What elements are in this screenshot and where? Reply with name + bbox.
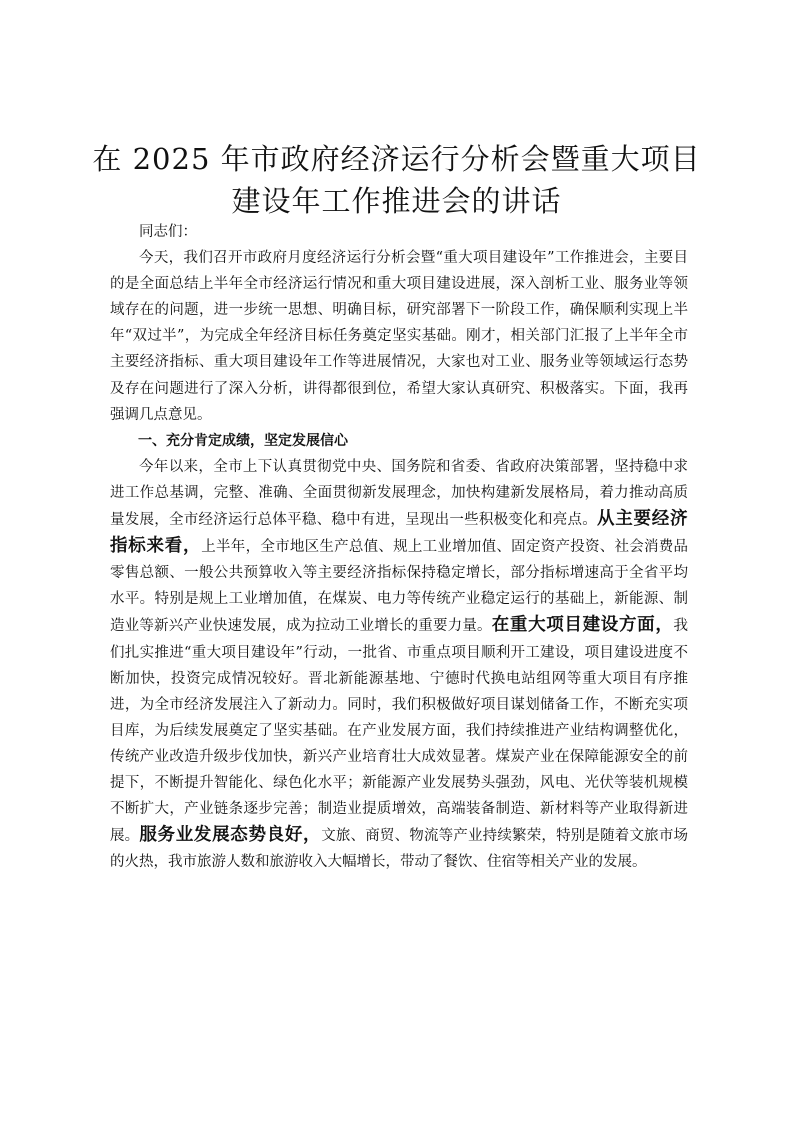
paragraph-text-end: 文旅、商贸、物流等产业持续繁荣，特别是随着文旅市场的火热，我市旅游人数和旅游收入大幅增长，带动了餐饮、住宿等相关产业的发展。 [110, 828, 689, 871]
paragraph-text-indicators: 上半年，全市地区生产总值、规上工业增加值、固定资产投资、社会消费品零售总额、一般公共预算收入等主要经济指标保持稳定增长，部分指标增速高于全省平均水平。特别是规上工业增加值，在煤炭、电力等传统产业稳定运行的基础上，新能源、制造业等新兴产业快速发展，成为拉动工业增长的重要力量。 [110, 539, 689, 635]
intro-paragraph: 今天，我们召开市政府月度经济运行分析会暨“重大项目建设年”工作推进会，主要目的是全面总结上半年全市经济运行情况和重大项目建设进展，深入剖析工业、服务业等领域存在的问题，进一步统一思想、明确目标，研究部署下一阶段工作，确保顺利实现上半年“双过半”，为完成全年经济目标任务奠定坚实基础。刚才，相关部门汇报了上半年全市主要经济指标、重大项目建设年工作等进展情况，大家也对工业、服务业等领域运行态势及存在问题进行了深入分析，讲得都很到位，希望大家认真研究、积极落实。下面，我再强调几点意见。 [110, 250, 688, 423]
emphasis-major-projects: 在重大项目建设方面， [491, 615, 674, 636]
paragraph-text-projects: 我们扎实推进“重大项目建设年”行动，一批省、市重点项目顺利开工建设，项目建设进度不断加快，投资完成情况较好。晋北新能源基地、宁德时代换电站组网等重大项目有序推进，为全市经济发展注入了新动力。同时，我们积极做好项目谋划储备工作，不断充实项目库，为后续发展奠定了坚实基础。在产业发展方面，我们持续推进产业结构调整优化，传统产业改造升级步伐加快，新兴产业培育壮大成效显著。煤炭产业在保障能源安全的前提下，不断提升智能化、绿色化水平；新能源产业发展势头强劲，风电、光伏等装机规模不断扩大，产业链条逐步完善；制造业提质增效，高端装备制造、新材料等产业取得新进展。 [110, 618, 689, 845]
salutation: 同志们： [139, 224, 197, 240]
document-body [110, 219, 688, 875]
emphasis-service-industry: 服务业发展态势良好， [139, 825, 322, 846]
emphasis-economic-indicators: 从主要经济指标来看， [110, 509, 689, 557]
paragraph-text-start: 今年以来，全市上下认真贯彻党中央、国务院和省委、省政府决策部署，坚持稳中求进工作总基调，完整、准确、全面贯彻新发展理念，加快构建新发展格局，着力推动高质量发展，全市经济运行总体平稳、稳中有进，呈现出一些积极变化和亮点。 [110, 458, 688, 529]
section-paragraph [110, 454, 688, 876]
section-heading: 一、充分肯定成绩，坚定发展信心 [138, 432, 348, 449]
document-title [90, 138, 703, 222]
title-line-2: 建设年工作推进会的讲话 [231, 184, 562, 218]
title-line-1: 在 2025 年市政府经济运行分析会暨重大项目 [92, 142, 701, 176]
